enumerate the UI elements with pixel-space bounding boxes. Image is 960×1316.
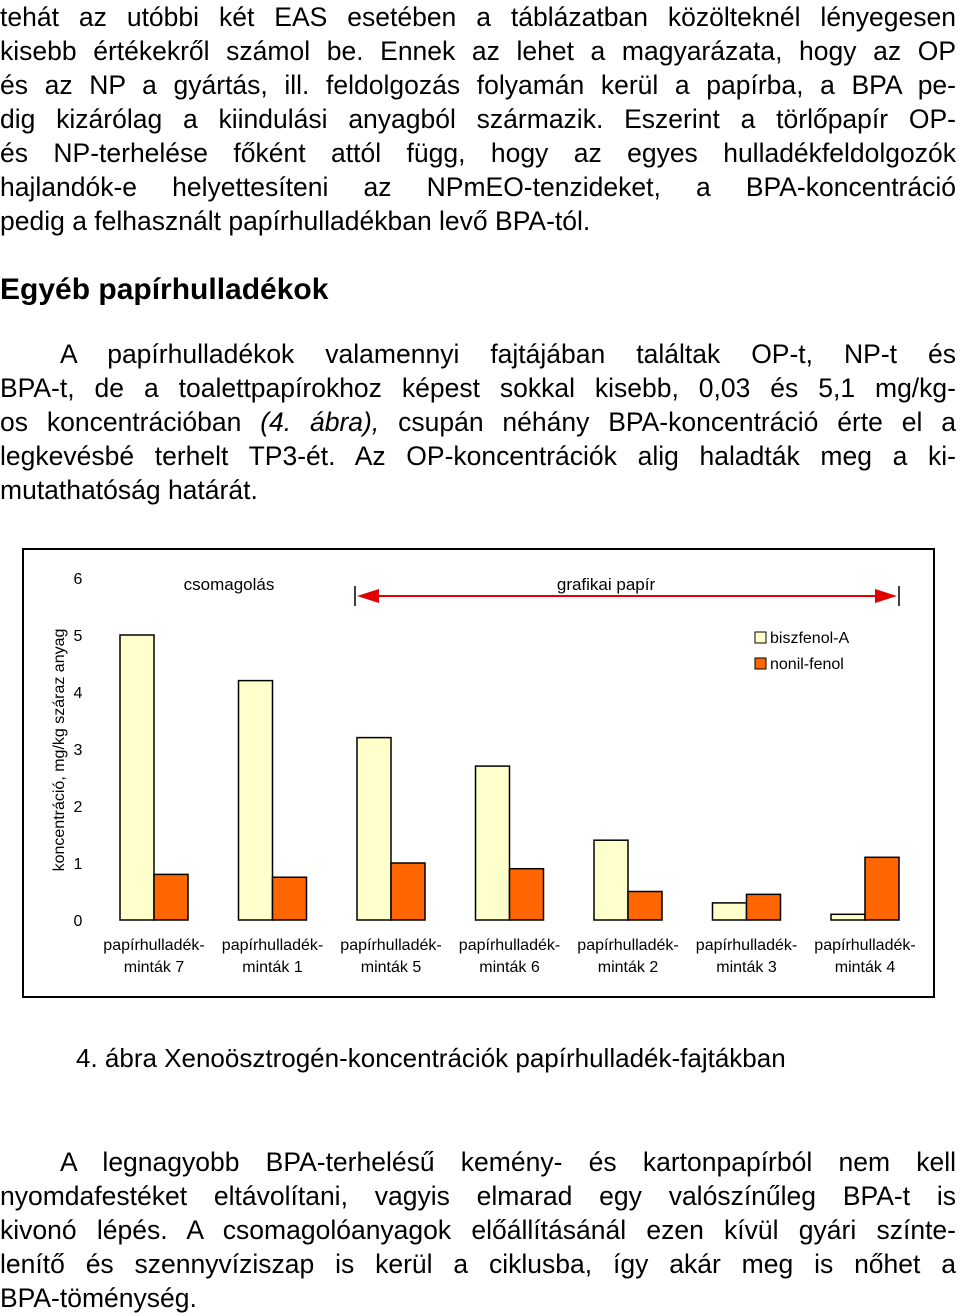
p1-line-2: kisebb értékekről számol be. Ennek az lehet a magyarázata, hogy az OP xyxy=(0,36,956,66)
bar-nonylphenol xyxy=(154,874,188,920)
p1-line-4: dig kizárólag a kiindulási anyagból származik. Eszerint a törlőpapír OP- xyxy=(0,104,956,134)
figure-reference: (4. ábra), xyxy=(260,407,380,437)
figure-caption: 4. ábra Xenoösztrogén-koncentrációk papírhulladék-fajtákban xyxy=(76,1043,786,1073)
paragraph-2-line-3c: csupán néhány BPA-koncentráció érte el a xyxy=(379,407,957,437)
x-tick-label: papírhulladék- xyxy=(221,937,324,954)
bar-nonylphenol xyxy=(865,857,899,920)
group-bracket-arrow-right xyxy=(875,589,897,603)
x-tick-label: papírhulladék- xyxy=(103,937,205,954)
x-tick-label: minták 3 xyxy=(716,959,777,976)
y-axis-label: koncentráció, mg/kg száraz anyag xyxy=(51,628,68,872)
bar-bisphenol-a xyxy=(239,681,273,920)
x-tick-label: minták 6 xyxy=(479,959,540,976)
bar-bisphenol-a xyxy=(476,766,510,920)
legend-label: biszfenol-A xyxy=(770,630,850,647)
section-heading: Egyéb papírhulladékok xyxy=(0,273,329,306)
x-tick-label: papírhulladék- xyxy=(695,937,798,954)
y-tick-label: 5 xyxy=(73,628,83,645)
bar-bisphenol-a xyxy=(594,840,628,920)
bar-bisphenol-a xyxy=(713,903,747,920)
legend-swatch xyxy=(755,658,766,669)
bar-nonylphenol xyxy=(391,863,425,920)
x-tick-label: minták 4 xyxy=(834,959,896,976)
y-tick-label: 4 xyxy=(73,685,83,702)
paragraph-2-line-1: A papírhulladékok valamennyi fajtájában találtak OP-t, NP-t és xyxy=(60,339,956,369)
legend-label: nonil-fenol xyxy=(770,656,844,673)
bar-bisphenol-a xyxy=(831,914,865,920)
x-tick-label: papírhulladék- xyxy=(814,937,916,954)
bar-bisphenol-a xyxy=(120,635,154,920)
paragraph-2-line-4: legkevésbé terhelt TP3-ét. Az OP-koncentrációk alig haladták meg a ki- xyxy=(0,441,956,471)
p3-line-2: nyomdafestéket eltávolítani, vagyis elmarad egy valószínűleg BPA-t is xyxy=(0,1181,956,1211)
p1-line-3: és az NP a gyártás, ill. feldolgozás folyamán kerül a papírba, a BPA pe- xyxy=(0,70,956,100)
paragraph-2-line-3a: os koncentrációban xyxy=(0,407,261,437)
x-tick-label: papírhulladék- xyxy=(340,937,442,954)
p1-line-5: és NP-terhelése főként attól függ, hogy az egyes hulladékfeldolgozók xyxy=(0,138,956,168)
group-bracket-arrow-left xyxy=(357,589,379,603)
x-tick-label: minták 5 xyxy=(360,959,422,976)
x-tick-label: minták 7 xyxy=(123,959,185,976)
bar-nonylphenol xyxy=(273,877,307,920)
bar-nonylphenol xyxy=(747,894,781,920)
x-tick-label: papírhulladék- xyxy=(458,937,561,954)
paragraph-3 xyxy=(0,1145,956,1315)
paragraph-2-line-2: BPA-t, de a toalettpapírokhoz képest sokkal kisebb, 0,03 és 5,1 mg/kg- xyxy=(0,373,956,403)
p1-line-1: tehát az utóbbi két EAS esetében a táblázatban közölteknél lényegesen xyxy=(0,2,956,32)
p1-line-7: pedig a felhasznált papírhulladékban levő BPA-tól. xyxy=(0,206,591,236)
y-tick-label: 2 xyxy=(73,799,83,816)
p3-line-3: kivonó lépés. A csomagolóanyagok előállításánál ezen kívül gyári színte- xyxy=(0,1215,956,1245)
y-tick-label: 6 xyxy=(73,571,83,588)
y-tick-label: 0 xyxy=(73,913,83,930)
p1-line-6: hajlandók-e helyettesíteni az NPmEO-tenzideket, a BPA-koncentráció xyxy=(0,172,956,202)
bar-chart xyxy=(22,548,935,998)
y-tick-label: 1 xyxy=(73,856,83,873)
bar-nonylphenol xyxy=(628,892,662,921)
group-label-graphic-paper: grafikai papír xyxy=(556,575,656,594)
bar-nonylphenol xyxy=(510,869,544,920)
x-tick-label: minták 1 xyxy=(242,959,303,976)
p3-line-5: BPA-töménység. xyxy=(0,1283,197,1313)
paragraph-2 xyxy=(0,337,956,507)
bar-bisphenol-a xyxy=(357,738,391,920)
paragraph-2-line-5: mutathatóság határát. xyxy=(0,475,258,505)
group-label-packaging: csomagolás xyxy=(183,575,275,594)
legend-swatch xyxy=(755,632,766,643)
p3-line-4: lenítő és szennyvíziszap is kerül a ciklusba, így akár meg is nőhet a xyxy=(0,1249,956,1279)
x-tick-label: minták 2 xyxy=(597,959,659,976)
y-tick-label: 3 xyxy=(73,742,83,759)
paragraph-1 xyxy=(0,0,956,238)
p3-line-1: A legnagyobb BPA-terhelésű kemény- és kartonpapírból nem kell xyxy=(60,1147,956,1177)
paragraph-2-line-3 xyxy=(0,405,956,439)
x-tick-label: papírhulladék- xyxy=(577,937,679,954)
